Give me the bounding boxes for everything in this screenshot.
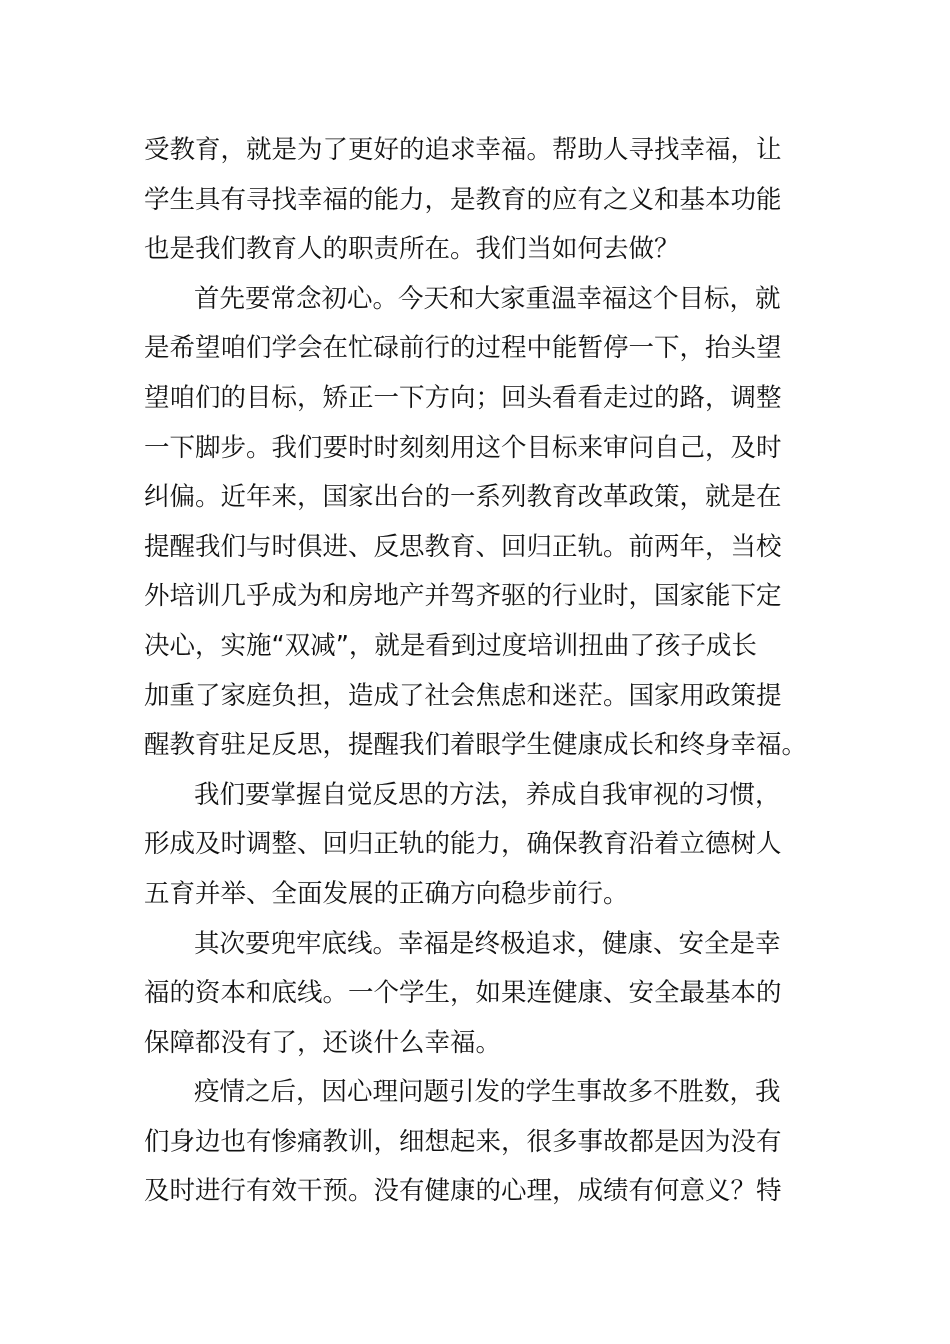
text-line: 福的资本和底线。一个学生，如果连健康、安全最基本的 (144, 978, 782, 1009)
text-line: 醒教育驻足反思，提醒我们着眼学生健康成长和终身幸福。 (144, 730, 808, 761)
text-line: 受教育，就是为了更好的追求幸福。帮助人寻找幸福，让 (144, 135, 782, 165)
text-line: 五育并举、全面发展的正确方向稳步前行。 (144, 878, 629, 909)
text-line: 们身边也有惨痛教训，细想起来，很多事故都是因为没有 (144, 1126, 782, 1157)
text-line: 及时进行有效干预。没有健康的心理，成绩有何意义？特 (144, 1176, 782, 1207)
body-text (144, 126, 814, 1217)
text-line: 其次要兜牢底线。幸福是终极追求，健康、安全是幸 (194, 928, 781, 959)
text-line: 也是我们教育人的职责所在。我们当如何去做？ (144, 234, 680, 265)
text-line: 首先要常念初心。今天和大家重温幸福这个目标，就 (194, 283, 781, 314)
text-line: 疫情之后，因心理问题引发的学生事故多不胜数，我 (194, 1077, 781, 1108)
text-line: 决心，实施“双减”，就是看到过度培训扭曲了孩子成长 (144, 630, 757, 661)
text-line: 学生具有寻找幸福的能力，是教育的应有之义和基本功能 (144, 184, 782, 215)
text-line: 是希望咱们学会在忙碌前行的过程中能暂停一下，抬头望 (144, 333, 782, 364)
text-line: 我们要掌握自觉反思的方法，养成自我审视的习惯， (194, 779, 781, 810)
text-line: 提醒我们与时俱进、反思教育、回归正轨。前两年，当校 (144, 531, 782, 562)
text-line: 纠偏。近年来，国家出台的一系列教育改革政策，就是在 (144, 482, 782, 513)
text-line: 外培训几乎成为和房地产并驾齐驱的行业时，国家能下定 (144, 581, 782, 612)
text-line: 加重了家庭负担，造成了社会焦虑和迷茫。国家用政策提 (144, 680, 782, 711)
text-line: 形成及时调整、回归正轨的能力，确保教育沿着立德树人 (144, 829, 782, 860)
text-line: 望咱们的目标，矫正一下方向；回头看看走过的路，调整 (144, 382, 782, 413)
text-line: 保障都没有了，还谈什么幸福。 (144, 1027, 502, 1058)
text-line: 一下脚步。我们要时时刻刻用这个目标来审问自己，及时 (144, 432, 782, 463)
